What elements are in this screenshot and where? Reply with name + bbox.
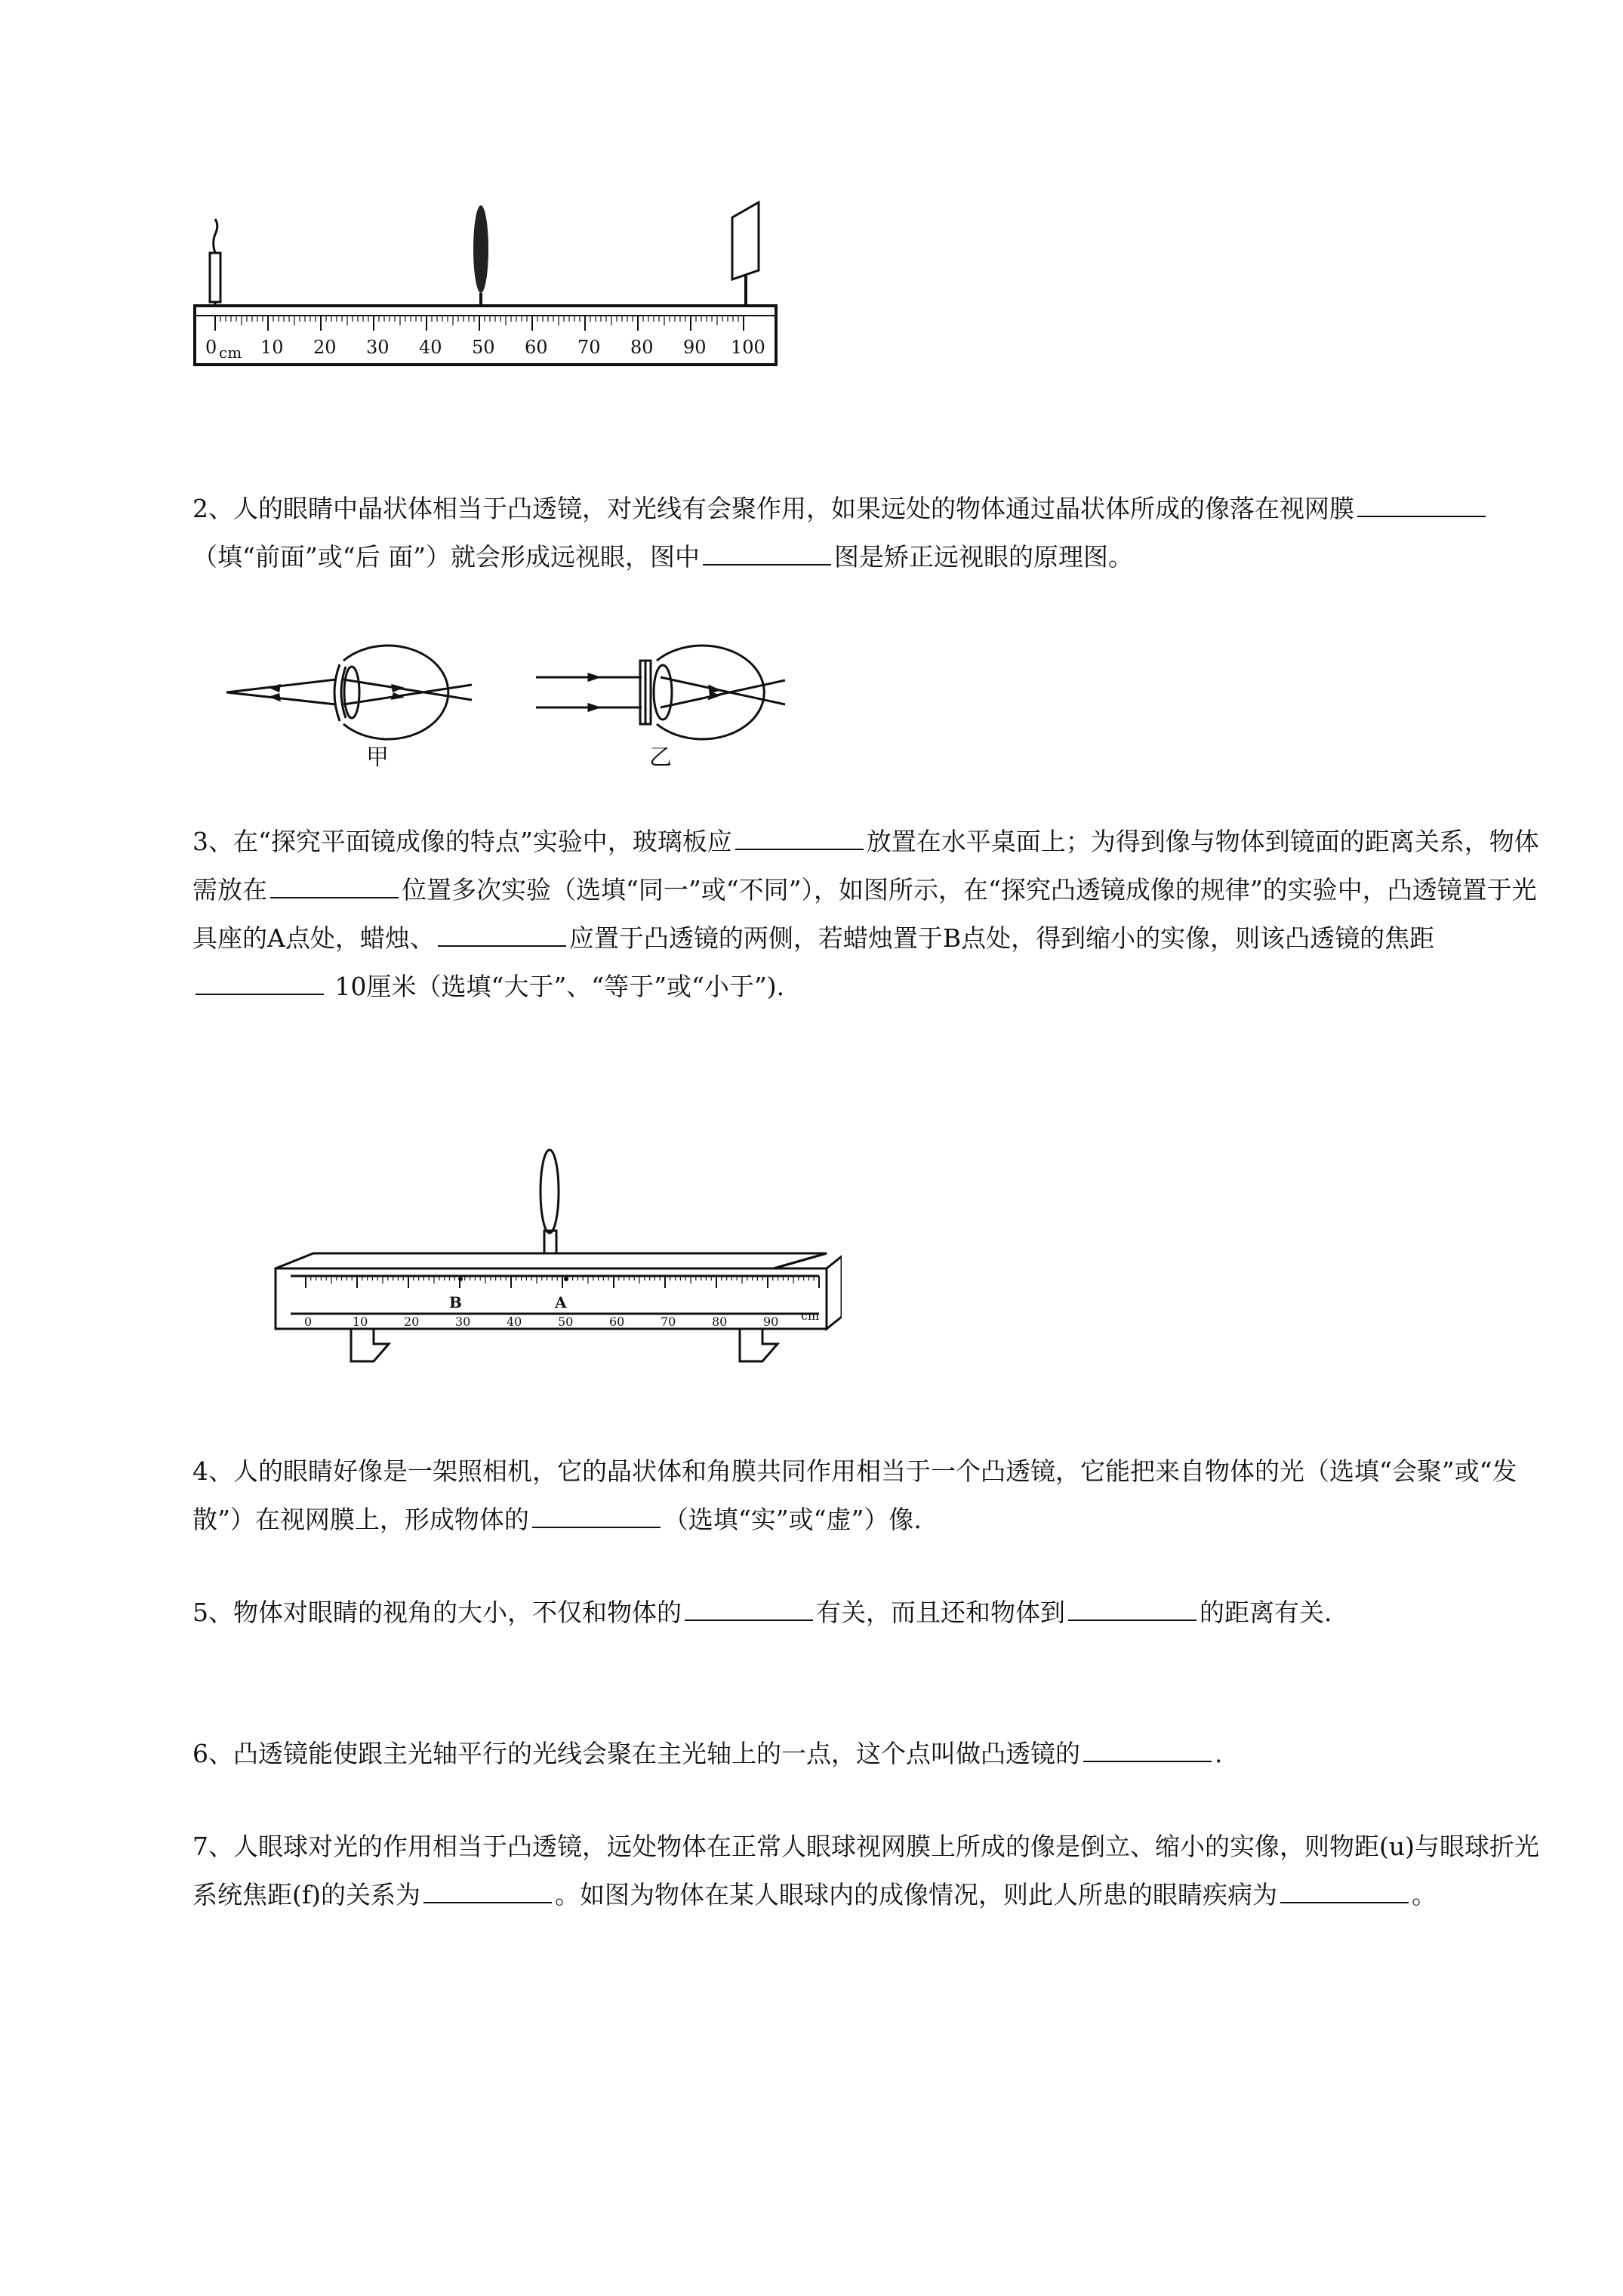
bench-label-90: 90 [763, 1314, 779, 1329]
bench-label-10: 10 [353, 1314, 368, 1329]
question-7-text-1: 人眼球对光的作用相当于凸透镜，远处物体在正常人眼球视网膜上所成的像是倒立、缩小的实像，则物距(u)与眼球折光系统焦距(f)的关系为 [192, 1832, 1540, 1909]
point-b-marker [458, 1277, 463, 1281]
question-6 [192, 1730, 1544, 1778]
ruler-label-20: 20 [313, 337, 337, 358]
bench-label-unit: cm [801, 1308, 820, 1323]
answer-blank[interactable] [1083, 1760, 1212, 1762]
question-7 [192, 1823, 1544, 1919]
question-7-text-3: 。 [1411, 1880, 1437, 1909]
eye-label-b: 乙 [649, 744, 672, 771]
question-5-text-1: 物体对眼睛的视角的大小，不仅和物体的 [233, 1598, 682, 1627]
bench-label-40: 40 [507, 1314, 522, 1329]
eye-label-a: 甲 [366, 744, 389, 771]
question-6-text-2: . [1215, 1739, 1223, 1768]
question-3-text-2: 放置在水平桌面上；为得到像与物体到镜面的距离关系，物体需放在 [192, 827, 1539, 905]
ruler-label-40: 40 [419, 337, 442, 358]
question-2-text-1: 人的眼睛中晶状体相当于凸透镜，对光线有会聚作用，如果远处的物体通过晶状体所成的像落在视网膜 [233, 494, 1354, 523]
question-2 [192, 485, 1544, 581]
answer-blank[interactable] [438, 945, 566, 947]
question-3-text-1: 在“探究平面镜成像的特点”实验中，玻璃板应 [233, 827, 732, 856]
question-2-text-3: 图是矫正远视眼的原理图。 [833, 542, 1133, 572]
ruler-label-80: 80 [630, 337, 654, 358]
question-5-number: 5、 [192, 1598, 233, 1627]
point-a-marker [564, 1277, 568, 1281]
question-2-number: 2、 [192, 494, 233, 523]
answer-blank[interactable] [1068, 1619, 1196, 1621]
ruler-label-50: 50 [472, 337, 495, 358]
bench-label-0: 0 [304, 1314, 313, 1329]
ruler-label-90: 90 [683, 337, 707, 358]
point-a-label: A [555, 1293, 567, 1311]
answer-blank[interactable] [1357, 515, 1486, 517]
optical-bench-figure-1 [189, 196, 793, 370]
ruler-label-60: 60 [525, 337, 548, 358]
question-7-text-2: 。如图为物体在某人眼球内的成像情况，则此人所患的眼睛疾病为 [554, 1880, 1277, 1909]
answer-blank[interactable] [685, 1619, 813, 1621]
question-5 [192, 1589, 1491, 1637]
ruler-label-10: 10 [260, 337, 284, 358]
answer-blank[interactable] [735, 848, 864, 850]
bench-label-50: 50 [558, 1314, 574, 1329]
question-4-text-1: 人的眼睛好像是一架照相机，它的晶状体和角膜共同作用相当于一个凸透镜，它能把来自物体的光（选填“会聚”或“发散”）在视网膜上，形成物体的 [192, 1456, 1517, 1534]
eye-diagram-a [226, 646, 472, 739]
ruler-label-30: 30 [366, 337, 390, 358]
question-3-text-3: 位置多次实验（选填“同一”或“不同”），如图所示，在“探究凸透镜成像的规律”的实验中，凸透镜置于光具座的A点处，蜡烛、 [192, 875, 1537, 953]
question-4-text-2: （选填“实”或“虚”）像. [663, 1505, 922, 1534]
answer-blank[interactable] [270, 896, 399, 898]
ruler-label-100: 100 [731, 337, 765, 358]
bench-label-70: 70 [661, 1314, 676, 1329]
question-7-number: 7、 [192, 1832, 233, 1861]
question-3-number: 3、 [192, 827, 233, 856]
answer-blank[interactable] [532, 1526, 661, 1528]
question-6-text-1: 凸透镜能使跟主光轴平行的光线会聚在主光轴上的一点，这个点叫做凸透镜的 [233, 1739, 1080, 1768]
question-3 [192, 818, 1544, 1011]
bench-label-20: 20 [404, 1314, 420, 1329]
answer-blank[interactable] [423, 1901, 552, 1903]
question-5-text-3: 的距离有关. [1200, 1598, 1332, 1627]
answer-blank[interactable] [1280, 1901, 1409, 1903]
question-4 [192, 1447, 1544, 1544]
optical-bench-figure-3 [268, 1146, 842, 1388]
answer-blank[interactable] [703, 563, 831, 566]
answer-blank[interactable] [196, 993, 324, 995]
question-6-number: 6、 [192, 1739, 233, 1768]
ruler-label-unit: cm [219, 344, 242, 362]
question-4-number: 4、 [192, 1456, 233, 1486]
bench-label-80: 80 [712, 1314, 728, 1329]
bench-label-60: 60 [609, 1314, 625, 1329]
question-2-text-2: （填“前面”或“后 面”）就会形成远视眼，图中 [192, 542, 700, 572]
ruler-label-70: 70 [577, 337, 601, 358]
eye-diagram-b [536, 646, 785, 739]
question-3-text-4: 应置于凸透镜的两侧，若蜡烛置于B点处，得到缩小的实像，则该凸透镜的焦距 [568, 923, 1435, 953]
eye-diagrams-figure [219, 638, 793, 781]
question-3-text-5: 10厘米（选填“大于”、“等于”或“小于”). [327, 972, 785, 1001]
bench-label-30: 30 [455, 1314, 471, 1329]
question-5-text-2: 有关，而且还和物体到 [816, 1598, 1065, 1627]
point-b-label: B [449, 1293, 462, 1311]
ruler-label-0: 0 [205, 337, 217, 358]
